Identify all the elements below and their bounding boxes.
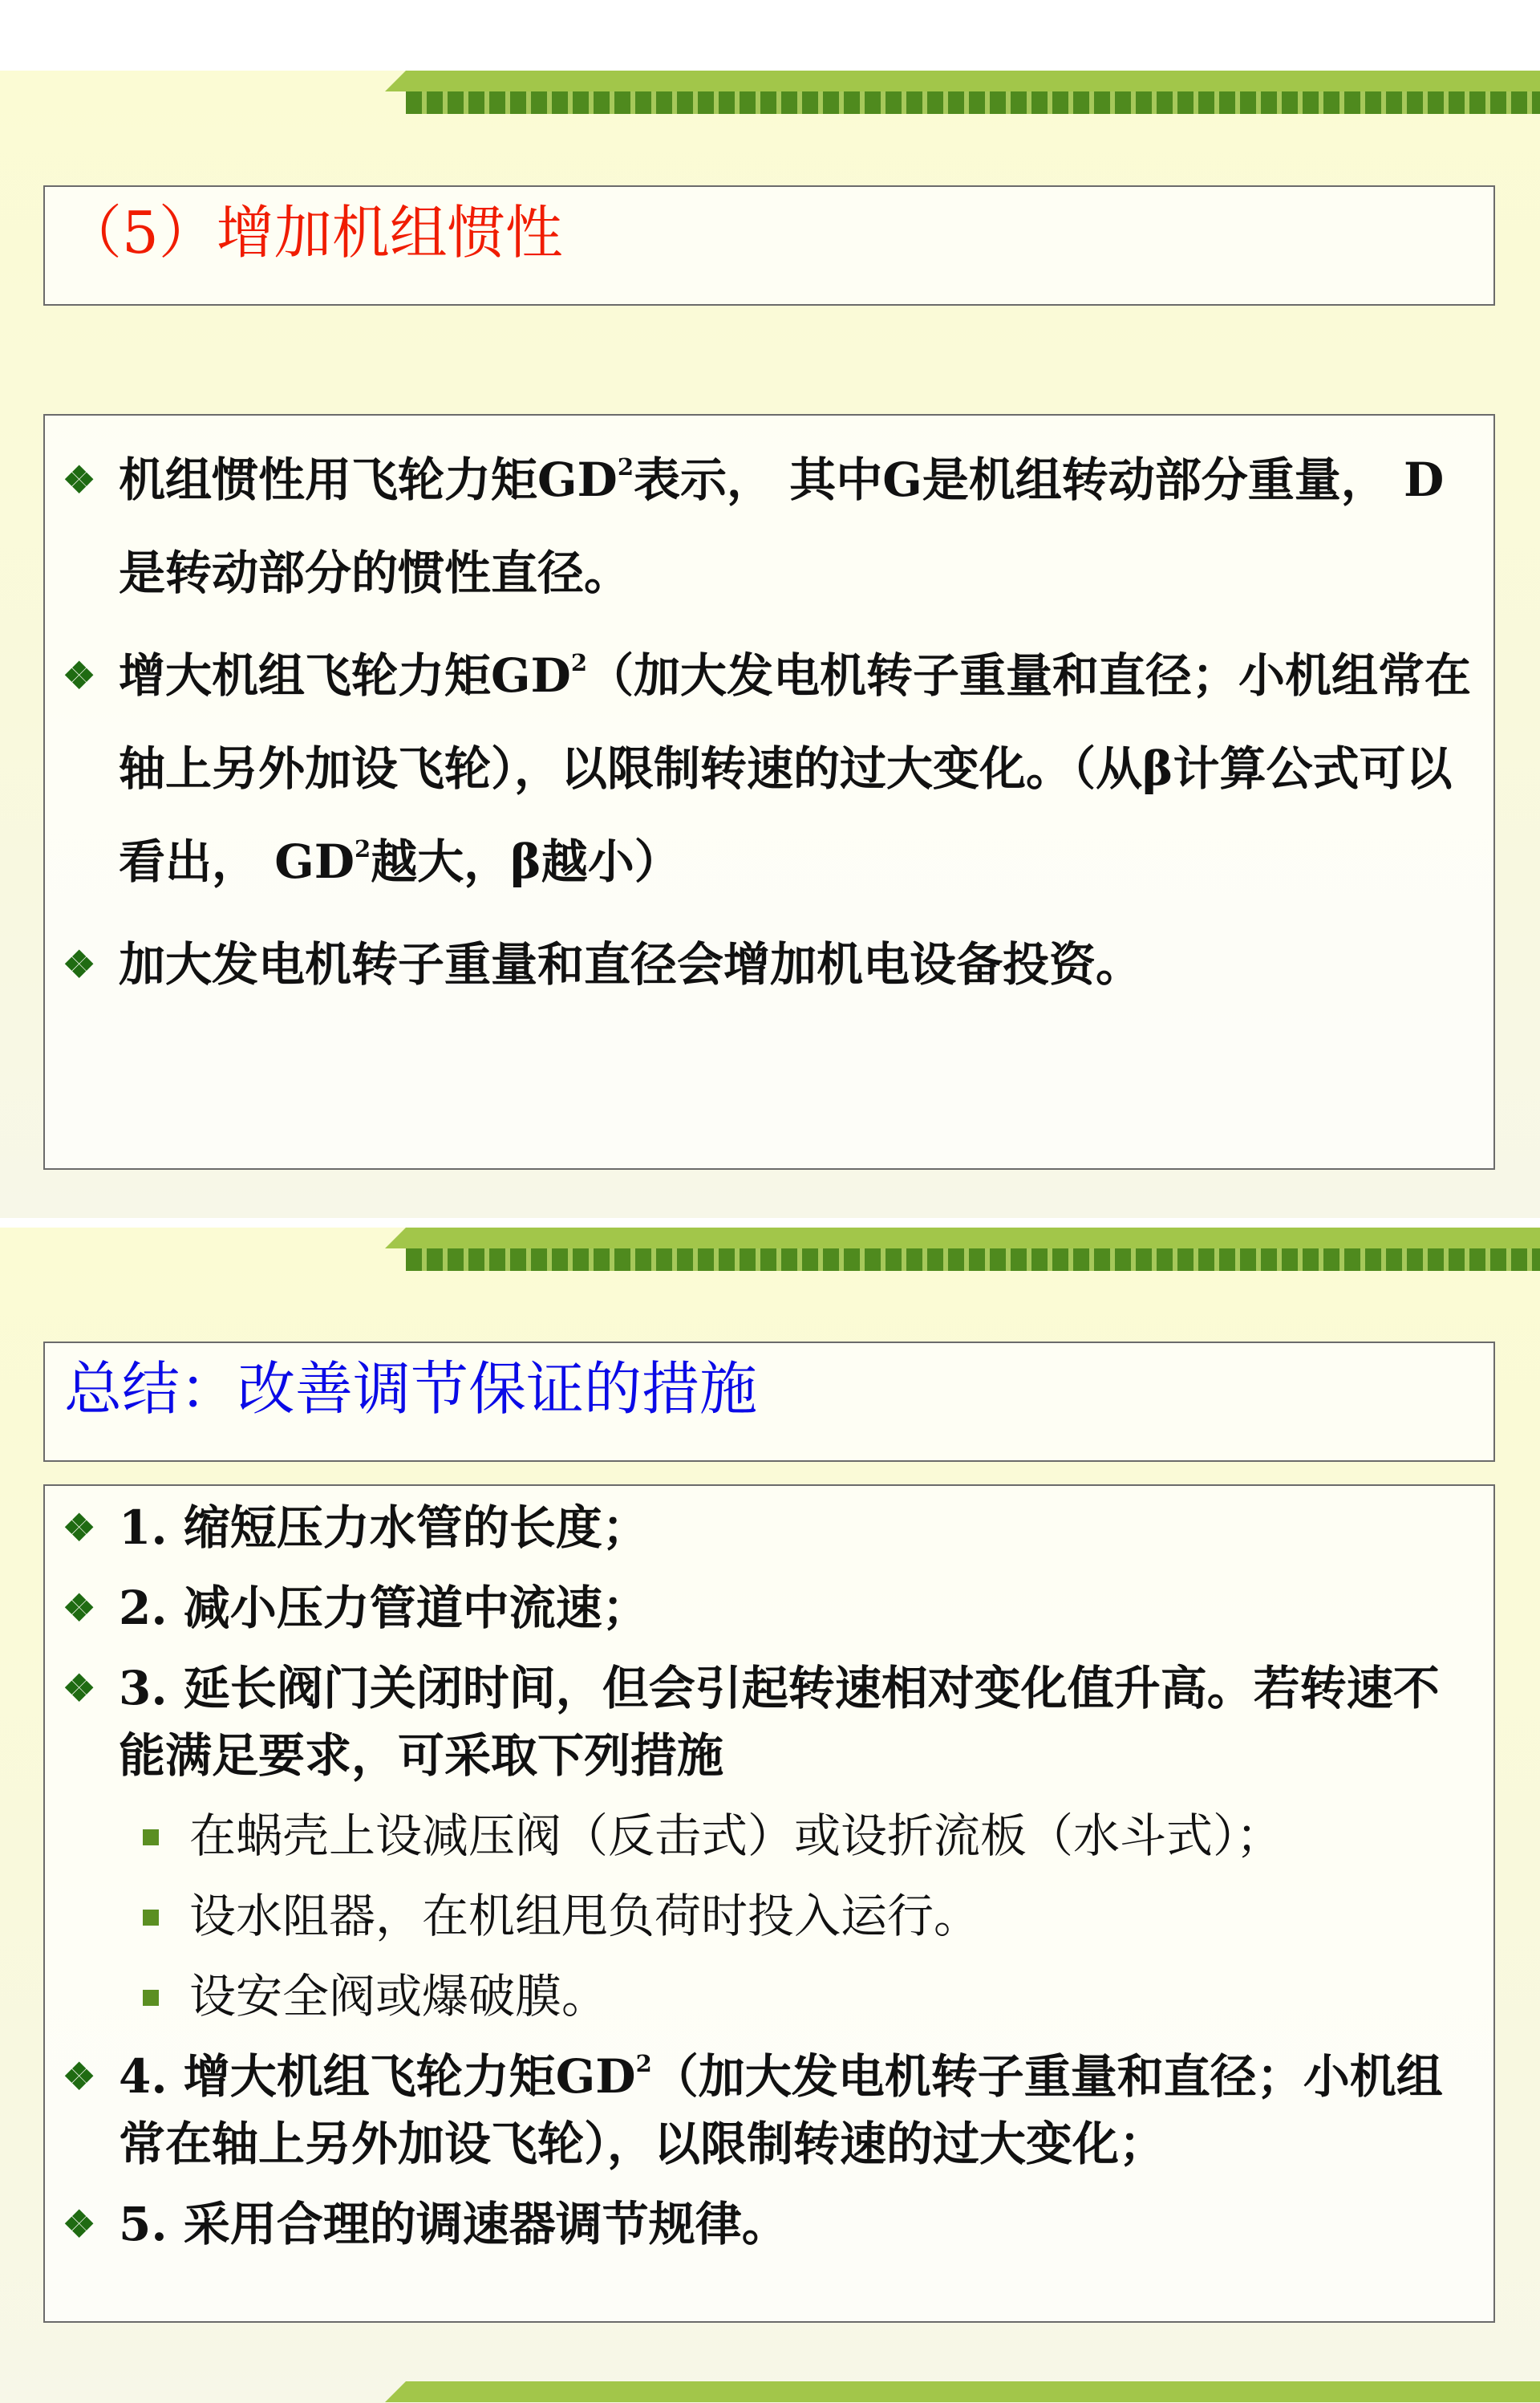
sub-list-item: [63, 1802, 1474, 1869]
list-item: [63, 1654, 1474, 1789]
bullet-list: [63, 433, 1474, 1021]
bullet-text: 机组惯性用飞轮力矩GD: [119, 453, 618, 507]
item-text: 5. 采用合理的调速器调节规律。: [119, 2197, 788, 2251]
diamond-bullet-icon: ❖: [63, 654, 96, 697]
list-item: [63, 1574, 1474, 1642]
diamond-bullet-icon: ❖: [63, 2055, 96, 2098]
item-text: 2. 减小压力管道中流速；: [119, 1581, 649, 1635]
square-bullet-icon: [143, 1910, 159, 1926]
slide-2: [0, 1228, 1540, 2403]
superscript: 2: [617, 453, 634, 481]
diamond-bullet-icon: ❖: [63, 943, 96, 986]
superscript: 2: [635, 2049, 652, 2077]
sub-list-item: [63, 1882, 1474, 1950]
title-box: [43, 1342, 1495, 1462]
slide-1: [0, 71, 1540, 1218]
bullet-text: （加大发电机转子重量和直径；小机组常在轴上另外加设飞轮），以限制转速的过大变化。（从β计算公式可以看出， GD: [119, 648, 1472, 889]
diamond-bullet-icon: ❖: [63, 1666, 96, 1710]
diamond-bullet-icon: ❖: [63, 1586, 96, 1630]
content-box: [43, 1484, 1495, 2323]
title-box: [43, 185, 1495, 306]
diamond-bullet-icon: ❖: [63, 1506, 96, 1549]
list-item: [63, 2043, 1474, 2178]
bullet-text: 表示， 其中G是机组转动部分重量， D是转动部分的惯性直径。: [119, 453, 1445, 600]
superscript: 2: [570, 648, 588, 676]
list-item: [63, 2190, 1474, 2258]
square-bullet-icon: [143, 1990, 159, 2006]
sub-item-text: 在蜗壳上设减压阀（反击式）或设折流板（水斗式）；: [189, 1808, 1283, 1863]
square-bullet-icon: [143, 1829, 159, 1845]
sub-item-text: 设水阻器，在机组甩负荷时投入运行。: [189, 1889, 981, 1943]
sub-list-item: [63, 1963, 1474, 2030]
footer-decoration-bar: [385, 2381, 1540, 2402]
slide-title: 总结：改善调节保证的措施: [64, 1355, 758, 1423]
bullet-text: 越大，β越小）: [371, 834, 681, 889]
diamond-bullet-icon: ❖: [63, 458, 96, 501]
item-text: （加大发电机转子重量和直径；小机组常在轴上另外加设飞轮），以限制转速的过大变化；: [119, 2049, 1443, 2171]
content-box: [43, 414, 1495, 1170]
item-text: 4. 增大机组飞轮力矩GD: [119, 2049, 636, 2104]
sub-item-text: 设安全阀或爆破膜。: [189, 1969, 609, 2023]
superscript: 2: [355, 834, 371, 863]
diamond-bullet-icon: ❖: [63, 2202, 96, 2246]
item-text: 1. 缩短压力水管的长度；: [119, 1500, 649, 1555]
header-decoration-bar: [385, 1228, 1540, 1271]
bullet-text: 加大发电机转子重量和直径会增加机电设备投资。: [119, 937, 1143, 992]
bullet-item: [63, 433, 1474, 619]
slide-title: （5）增加机组惯性: [64, 199, 563, 266]
bullet-list: [63, 1494, 1474, 2271]
bullet-item: [63, 629, 1474, 908]
bullet-text: 增大机组飞轮力矩GD: [119, 648, 571, 703]
item-text: 3. 延长阀门关闭时间，但会引起转速相对变化值升高。若转速不能满足要求，可采取下列措施: [119, 1661, 1440, 1783]
header-decoration-bar: [385, 71, 1540, 114]
bullet-item: [63, 918, 1474, 1011]
list-item: [63, 1494, 1474, 1561]
